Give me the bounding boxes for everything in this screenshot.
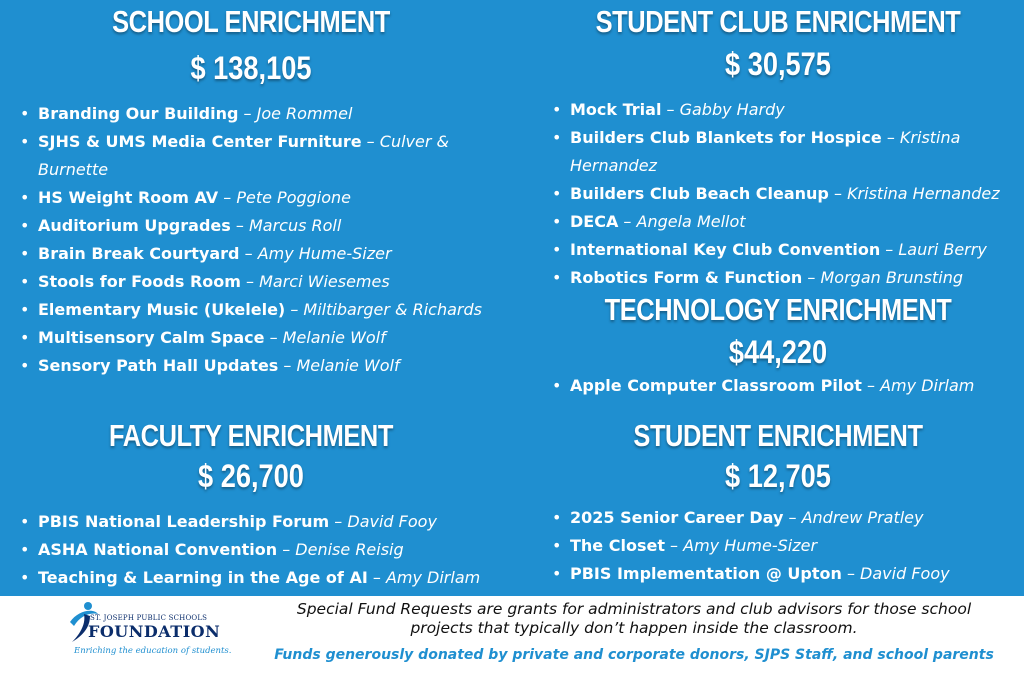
list-item [548,208,1008,236]
item-title: Builders Club Blankets for Hospice [570,128,882,147]
item-separator: – [661,100,680,119]
item-title: Elementary Music (Ukelele) [38,300,286,319]
list-item [548,124,1008,180]
list-item [16,508,486,536]
item-title: Stools for Foods Room [38,272,241,291]
section-amount: $ 26,700 [198,458,304,494]
item-title: DECA [570,212,619,231]
logo-line-1: ST. JOSEPH PUBLIC SCHOOLS [90,614,208,622]
item-title: Branding Our Building [38,104,239,123]
list-item [548,236,1008,264]
item-separator: – [230,216,249,235]
list-item [16,212,486,240]
item-person: Culver & Burnette [38,132,449,179]
item-person: Gabby Hardy [679,100,785,119]
list-item [16,268,486,296]
item-person: Morgan Brunsting [820,268,964,287]
student-enrichment-section [548,418,1008,588]
item-separator: – [881,128,900,147]
footer-description: Special Fund Requests are grants for administrators and club advisors for those school projects that typically don’t happen inside the classroom. [296,600,972,637]
foundation-logo [62,600,232,666]
section-title: TECHNOLOGY ENRICHMENT [604,292,952,327]
item-person: Marcus Roll [248,216,342,235]
item-person: Angela Mellot [636,212,746,231]
item-person: Amy Dirlam [385,568,481,587]
item-list [548,504,1008,588]
list-item [16,324,486,352]
section-title: STUDENT CLUB ENRICHMENT [595,4,961,39]
item-person: David Fooy [347,512,437,531]
item-person: Amy Hume-Sizer [257,244,392,263]
item-separator: – [329,512,348,531]
item-person: Kristina Hernandez [570,128,961,175]
item-separator: – [238,104,257,123]
item-title: PBIS National Leadership Forum [38,512,330,531]
item-separator: – [618,212,637,231]
list-item [548,180,1008,208]
item-person: Lauri Berry [898,240,987,259]
item-list [548,372,1008,400]
list-item [16,128,486,184]
item-person: Pete Poggione [236,188,352,207]
item-separator: – [361,132,380,151]
list-item [548,372,1008,400]
list-item [16,240,486,268]
item-separator: – [783,508,802,527]
item-separator: – [277,540,296,559]
item-separator: – [367,568,386,587]
item-title: 2025 Senior Career Day [570,508,784,527]
item-separator: – [278,356,297,375]
list-item [548,504,1008,532]
list-item [16,564,486,592]
item-person: Denise Reisig [295,540,404,559]
item-person: Melanie Wolf [282,328,386,347]
item-list [16,100,486,380]
item-separator: – [239,244,258,263]
school-enrichment-section [16,4,486,380]
item-person: Marci Wiesemes [259,272,390,291]
list-item [548,96,1008,124]
list-item [16,296,486,324]
footer-donor-note: Funds generously donated by private and corporate donors, SJPS Staff, and school parents [274,647,994,663]
list-item [16,352,486,380]
item-separator: – [264,328,283,347]
student-club-enrichment-section [548,4,1008,292]
item-separator: – [861,376,881,395]
item-title: Apple Computer Classroom Pilot [570,376,862,395]
list-item [548,264,1008,292]
item-person: Amy Dirlam [880,376,975,395]
item-title: Builders Club Beach Cleanup [570,184,829,203]
item-title: ASHA National Convention [38,540,278,559]
section-amount: $44,220 [728,334,828,370]
item-list [16,508,486,592]
section-amount: $ 12,705 [725,458,831,494]
section-title: SCHOOL ENRICHMENT [112,4,390,39]
technology-enrichment-section [548,292,1008,400]
item-person: Kristina Hernandez [847,184,1000,203]
item-separator: – [664,536,684,555]
list-item [16,184,486,212]
item-title: SJHS & UMS Media Center Furniture [38,132,362,151]
list-item [548,560,1008,588]
section-title: FACULTY ENRICHMENT [108,418,394,453]
item-title: Mock Trial [570,100,662,119]
item-separator: – [240,272,260,291]
item-separator: – [841,564,861,583]
item-person: David Fooy [860,564,950,583]
item-separator: – [880,240,899,259]
item-title: International Key Club Convention [570,240,881,259]
item-title: PBIS Implementation @ Upton [570,564,842,583]
item-title: Auditorium Upgrades [38,216,231,235]
section-title: STUDENT ENRICHMENT [633,418,923,453]
item-title: Brain Break Courtyard [38,244,240,263]
faculty-enrichment-section [16,418,486,592]
list-item [16,536,486,564]
section-amount: $ 30,575 [725,46,831,82]
logo-line-2: FOUNDATION [88,622,221,641]
item-list [548,96,1008,292]
item-person: Amy Hume-Sizer [683,536,818,555]
item-title: HS Weight Room AV [38,188,219,207]
item-person: Andrew Pratley [801,508,924,527]
list-item [548,532,1008,560]
item-title: Multisensory Calm Space [38,328,265,347]
item-separator: – [802,268,821,287]
section-amount: $ 138,105 [190,50,312,86]
item-title: Sensory Path Hall Updates [38,356,279,375]
item-person: Melanie Wolf [296,356,400,375]
item-title: Teaching & Learning in the Age of AI [38,568,368,587]
item-separator: – [828,184,848,203]
item-title: Robotics Form & Function [570,268,803,287]
item-separator: – [285,300,304,319]
item-title: The Closet [570,536,665,555]
list-item [16,100,486,128]
item-separator: – [218,188,237,207]
item-person: Joe Rommel [256,104,353,123]
logo-tagline: Enriching the education of students. [74,646,232,656]
item-person: Miltibarger & Richards [303,300,482,319]
